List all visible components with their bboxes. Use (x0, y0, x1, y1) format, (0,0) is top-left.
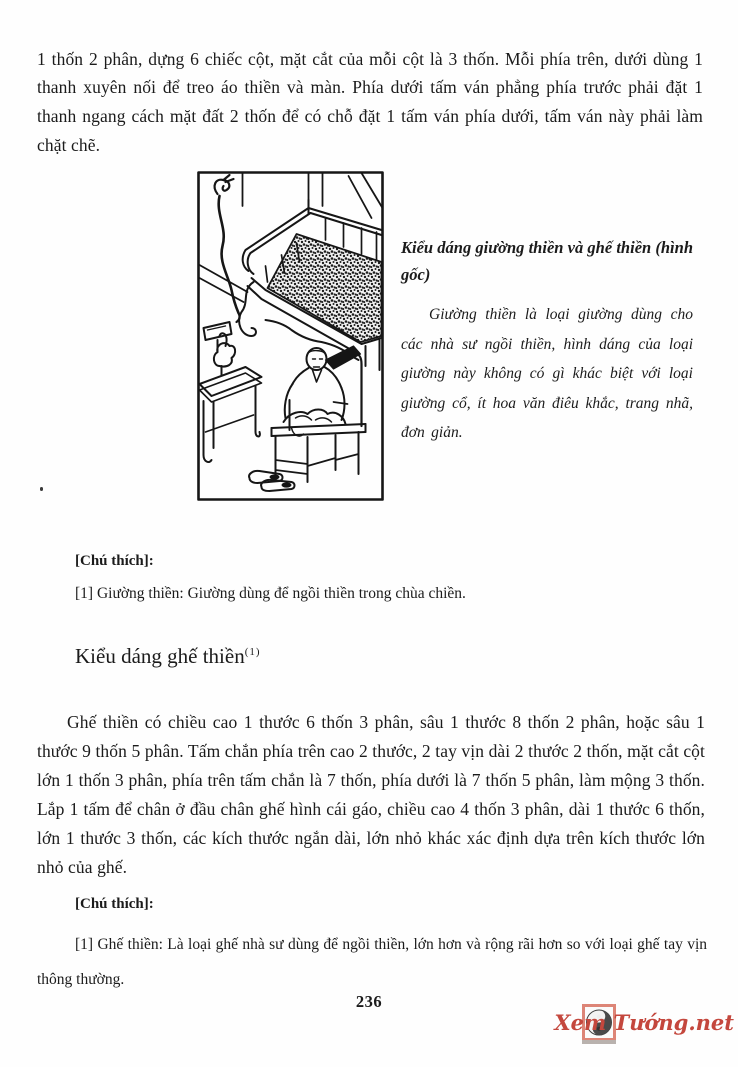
woodcut-illustration (195, 170, 386, 502)
footnote-item: [1] Ghế thiền: Là loại ghế nhà sư dùng để ngồi thiền, lớn hơn và rộng rãi hơn so với loại ghế tay vịn thông thường. (37, 936, 707, 988)
monk-staff (215, 175, 240, 322)
footnote-label: [Chú thích]: (75, 896, 154, 912)
section-heading (75, 644, 261, 669)
seated-monk (284, 346, 361, 436)
footnote-block-1 (37, 553, 707, 604)
body-paragraph-main: Ghế thiền có chiều cao 1 thước 6 thốn 3 phân, sâu 1 thước 8 thốn 2 phân, hoặc sâu 1 thước 9 thốn 5 phân. Tấm chắn phía trên cao 2 thước, 2 tay vịn dài 2 thước 2 thốn, mặt cắt cột lớn 1 thốn 3 phân, phía trên tấm chắn là 7 thốn, phía dưới là 7 thốn 5 phân, làm mộng 3 thốn. Lắp 1 tấm để chân ở đầu chân ghế hình cái gáo, chiều cao 4 thốn 3 phân, dài 1 thước 6 thốn, lớn 1 thước 3 thốn, các kích thước ngắn dài, lớn nhỏ khác xác định dựa trên kích thước lớn nhỏ của ghế. (37, 711, 705, 877)
side-table (200, 322, 262, 462)
print-artifact-dot (40, 487, 43, 491)
body-paragraph-top: 1 thốn 2 phân, dựng 6 chiếc cột, mặt cắt của mỗi cột là 3 thốn. Mỗi phía trên, dưới dùng 1 thanh xuyên nối để treo áo thiền và màn. Phía dưới tấm ván phẳng phía trước phải đặt 1 thanh ngang cách mặt đất 2 thốn để có chỗ đặt 1 tấm ván phía dưới, tấm ván này phải làm chặt chẽ. (37, 48, 703, 155)
page-number: 236 (355, 992, 383, 1011)
footnote-item: [1] Giường thiền: Giường dùng để ngồi thiền trong chùa chiền. (75, 585, 466, 602)
figure-caption-body: Giường thiền là loại giường dùng cho các nhà sư ngồi thiền, hình dáng của loại giường này không có gì khác biệt với loại giường cổ, ít hoa văn điêu khắc, trang nhã, đơn giản. (401, 306, 693, 441)
woodcut-illustration-svg (195, 170, 386, 502)
footnote-block-2 (37, 896, 707, 997)
slippers (249, 471, 294, 491)
footnote-marker: (1) (244, 646, 261, 658)
watermark-text: Xem Tướng.net (554, 1010, 734, 1035)
footnote-label: [Chú thích]: (75, 553, 154, 569)
figure-caption (401, 234, 693, 448)
section-heading-text: Kiểu dáng ghế thiền (75, 644, 245, 668)
figure-caption-title: Kiểu dáng giường thiền và ghế thiền (hình gốc) (401, 238, 693, 284)
meditation-bed (239, 200, 381, 370)
